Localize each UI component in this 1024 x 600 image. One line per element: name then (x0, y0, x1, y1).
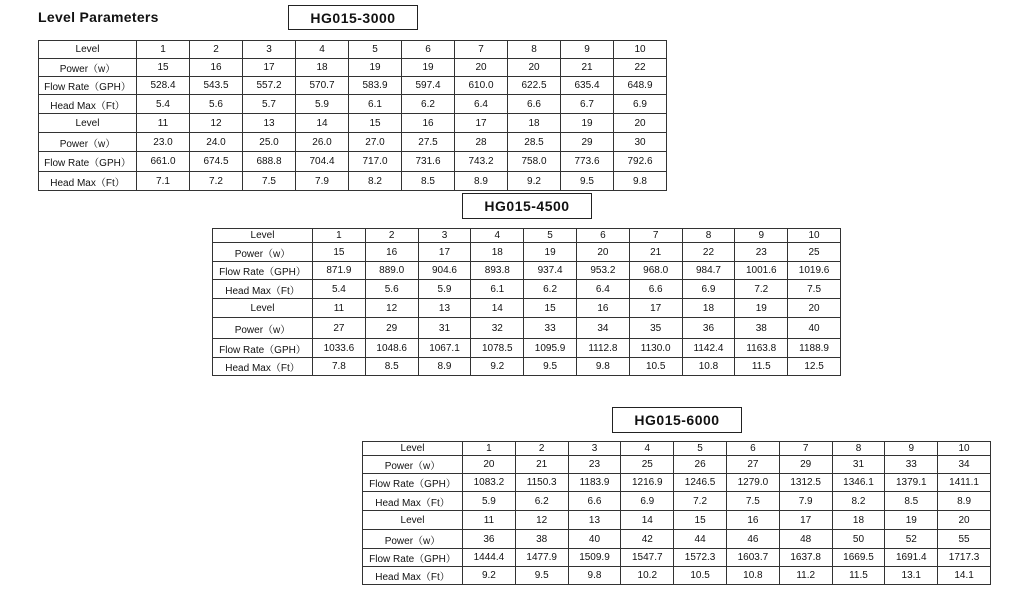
table-cell: 743.2 (455, 152, 508, 172)
table-cell: 6 (576, 229, 629, 243)
table-cell: 9.5 (515, 567, 568, 585)
table-cell: 3 (418, 229, 471, 243)
table-cell: 23.0 (137, 133, 190, 152)
table-cell: 5.6 (365, 280, 418, 299)
table-cell: 731.6 (402, 152, 455, 172)
table-cell: 773.6 (561, 152, 614, 172)
table-row (39, 172, 667, 191)
table-cell: 968.0 (629, 262, 682, 280)
table-cell: 704.4 (296, 152, 349, 172)
table-row (213, 280, 841, 299)
table-cell: 570.7 (296, 77, 349, 95)
table-cell: 904.6 (418, 262, 471, 280)
table-cell: 11 (313, 299, 366, 318)
table-cell: 10.5 (674, 567, 727, 585)
table-cell: 6.4 (455, 95, 508, 114)
table-cell: 1411.1 (938, 474, 991, 492)
table-cell: 1477.9 (515, 549, 568, 567)
table-cell: 5.4 (313, 280, 366, 299)
table-row (213, 299, 841, 318)
row-label: Flow Rate（GPH） (363, 474, 463, 492)
table-cell: 44 (674, 530, 727, 549)
table-cell: 7 (779, 442, 832, 456)
table-cell: 15 (524, 299, 577, 318)
table-cell: 15 (349, 114, 402, 133)
table-cell: 50 (832, 530, 885, 549)
table-cell: 7.9 (779, 492, 832, 511)
table-cell: 26.0 (296, 133, 349, 152)
row-label: Head Max（Ft） (213, 358, 313, 376)
table-cell: 528.4 (137, 77, 190, 95)
row-label: Head Max（Ft） (39, 172, 137, 191)
table-cell: 1312.5 (779, 474, 832, 492)
table-cell: 758.0 (508, 152, 561, 172)
table-cell: 937.4 (524, 262, 577, 280)
table-cell: 36 (682, 318, 735, 339)
table-row (363, 530, 991, 549)
table-cell: 9.2 (508, 172, 561, 191)
table-cell: 1246.5 (674, 474, 727, 492)
table-cell: 10.8 (682, 358, 735, 376)
row-label: Level (363, 511, 463, 530)
table-cell: 5 (524, 229, 577, 243)
table-cell: 2 (515, 442, 568, 456)
table-cell: 17 (418, 243, 471, 262)
table-cell: 10 (938, 442, 991, 456)
table-cell: 674.5 (190, 152, 243, 172)
table-cell: 20 (455, 59, 508, 77)
table-cell: 12 (190, 114, 243, 133)
table-cell: 27 (313, 318, 366, 339)
table-cell: 6.4 (576, 280, 629, 299)
table-cell: 889.0 (365, 262, 418, 280)
table-cell: 6.2 (515, 492, 568, 511)
table-cell: 6.6 (568, 492, 621, 511)
table-cell: 13 (418, 299, 471, 318)
row-label: Power（w） (213, 318, 313, 339)
table-cell: 30 (614, 133, 667, 152)
table-cell: 1163.8 (735, 339, 788, 358)
table-cell: 19 (735, 299, 788, 318)
table-cell: 622.5 (508, 77, 561, 95)
table-cell: 1 (313, 229, 366, 243)
table-cell: 2 (365, 229, 418, 243)
table-cell: 648.9 (614, 77, 667, 95)
table-cell: 19 (561, 114, 614, 133)
table-cell: 21 (515, 456, 568, 474)
table-cell: 1 (137, 41, 190, 59)
table-cell: 18 (832, 511, 885, 530)
table-cell: 55 (938, 530, 991, 549)
table-cell: 1572.3 (674, 549, 727, 567)
table-cell: 38 (735, 318, 788, 339)
table-row (39, 133, 667, 152)
table-cell: 8 (508, 41, 561, 59)
table-cell: 20 (508, 59, 561, 77)
table-cell: 18 (508, 114, 561, 133)
table-row (363, 492, 991, 511)
row-label: Flow Rate（GPH） (39, 152, 137, 172)
table-cell: 34 (576, 318, 629, 339)
table-cell: 1444.4 (463, 549, 516, 567)
table-cell: 4 (296, 41, 349, 59)
table-row (213, 243, 841, 262)
table-cell: 19 (524, 243, 577, 262)
table-cell: 52 (885, 530, 938, 549)
table-cell: 4 (621, 442, 674, 456)
table-cell: 20 (614, 114, 667, 133)
table-cell: 7.9 (296, 172, 349, 191)
table-cell: 6.9 (621, 492, 674, 511)
table-cell: 1 (463, 442, 516, 456)
table-cell: 1001.6 (735, 262, 788, 280)
table-cell: 717.0 (349, 152, 402, 172)
table-cell: 1142.4 (682, 339, 735, 358)
table-cell: 7.2 (190, 172, 243, 191)
table-cell: 42 (621, 530, 674, 549)
table-cell: 9 (735, 229, 788, 243)
table-cell: 9 (561, 41, 614, 59)
table-cell: 6.1 (349, 95, 402, 114)
table-cell: 17 (455, 114, 508, 133)
table-cell: 3 (568, 442, 621, 456)
table-cell: 6.9 (614, 95, 667, 114)
table-cell: 20 (788, 299, 841, 318)
row-label: Power（w） (363, 456, 463, 474)
table-row (363, 567, 991, 585)
row-label: Flow Rate（GPH） (39, 77, 137, 95)
table-cell: 21 (629, 243, 682, 262)
table-row (363, 549, 991, 567)
table-cell: 46 (726, 530, 779, 549)
table-cell: 25 (788, 243, 841, 262)
model-title-hg015-6000: HG015-6000 (612, 407, 742, 433)
table-cell: 16 (726, 511, 779, 530)
table-cell: 610.0 (455, 77, 508, 95)
table-cell: 8.5 (885, 492, 938, 511)
table-cell: 7 (455, 41, 508, 59)
table-cell: 38 (515, 530, 568, 549)
row-label: Head Max（Ft） (39, 95, 137, 114)
table-cell: 5.4 (137, 95, 190, 114)
table-cell: 18 (296, 59, 349, 77)
table-cell: 6.6 (629, 280, 682, 299)
table-cell: 792.6 (614, 152, 667, 172)
table-cell: 15 (313, 243, 366, 262)
table-cell: 11.5 (832, 567, 885, 585)
table-cell: 12 (365, 299, 418, 318)
table-cell: 583.9 (349, 77, 402, 95)
table-cell: 13 (568, 511, 621, 530)
table-cell: 8.2 (832, 492, 885, 511)
table-cell: 8.5 (402, 172, 455, 191)
table-cell: 6.7 (561, 95, 614, 114)
row-label: Head Max（Ft） (363, 492, 463, 511)
table-row (39, 77, 667, 95)
table-row (363, 474, 991, 492)
model-title-hg015-4500: HG015-4500 (462, 193, 592, 219)
table-cell: 18 (682, 299, 735, 318)
row-label: Level (39, 114, 137, 133)
table-cell: 31 (418, 318, 471, 339)
table-cell: 29 (779, 456, 832, 474)
table-cell: 7.8 (313, 358, 366, 376)
table-cell: 1279.0 (726, 474, 779, 492)
table-cell: 20 (938, 511, 991, 530)
table-cell: 33 (524, 318, 577, 339)
table-row (213, 229, 841, 243)
table-row (39, 95, 667, 114)
table-cell: 1183.9 (568, 474, 621, 492)
table-cell: 9.8 (614, 172, 667, 191)
table-cell: 1130.0 (629, 339, 682, 358)
table-cell: 7.5 (788, 280, 841, 299)
table-cell: 6.6 (508, 95, 561, 114)
table-cell: 1095.9 (524, 339, 577, 358)
table-cell: 32 (471, 318, 524, 339)
row-label: Head Max（Ft） (213, 280, 313, 299)
table-cell: 1112.8 (576, 339, 629, 358)
table-cell: 20 (463, 456, 516, 474)
table-row (363, 456, 991, 474)
table-cell: 13.1 (885, 567, 938, 585)
table-cell: 10 (614, 41, 667, 59)
table-cell: 40 (568, 530, 621, 549)
table-row (363, 511, 991, 530)
table-cell: 1637.8 (779, 549, 832, 567)
table-cell: 19 (885, 511, 938, 530)
table-cell: 29 (365, 318, 418, 339)
table-cell: 7.5 (243, 172, 296, 191)
table-cell: 11 (137, 114, 190, 133)
table-cell: 9 (885, 442, 938, 456)
table-cell: 22 (614, 59, 667, 77)
table-cell: 1547.7 (621, 549, 674, 567)
level-table-hg015-3000 (38, 40, 667, 191)
table-cell: 984.7 (682, 262, 735, 280)
table-cell: 6.9 (682, 280, 735, 299)
table-cell: 17 (779, 511, 832, 530)
table-cell: 20 (576, 243, 629, 262)
row-label: Flow Rate（GPH） (213, 262, 313, 280)
level-table-hg015-4500 (212, 228, 841, 376)
table-cell: 6 (402, 41, 455, 59)
table-cell: 25.0 (243, 133, 296, 152)
table-cell: 1717.3 (938, 549, 991, 567)
table-cell: 26 (674, 456, 727, 474)
table-cell: 17 (243, 59, 296, 77)
row-label: Flow Rate（GPH） (213, 339, 313, 358)
table-cell: 27.0 (349, 133, 402, 152)
table-cell: 4 (471, 229, 524, 243)
table-cell: 1048.6 (365, 339, 418, 358)
table-cell: 7 (629, 229, 682, 243)
table-cell: 14 (296, 114, 349, 133)
table-cell: 893.8 (471, 262, 524, 280)
table-cell: 6.2 (402, 95, 455, 114)
table-cell: 29 (561, 133, 614, 152)
table-cell: 5.9 (296, 95, 349, 114)
table-cell: 13 (243, 114, 296, 133)
table-cell: 1603.7 (726, 549, 779, 567)
table-cell: 2 (190, 41, 243, 59)
table-cell: 40 (788, 318, 841, 339)
row-label: Level (39, 41, 137, 59)
table-cell: 22 (682, 243, 735, 262)
table-cell: 543.5 (190, 77, 243, 95)
table-cell: 18 (471, 243, 524, 262)
table-cell: 7.5 (726, 492, 779, 511)
table-cell: 1150.3 (515, 474, 568, 492)
table-cell: 688.8 (243, 152, 296, 172)
table-cell: 9.8 (568, 567, 621, 585)
table-row (213, 339, 841, 358)
table-cell: 36 (463, 530, 516, 549)
table-cell: 31 (832, 456, 885, 474)
table-cell: 635.4 (561, 77, 614, 95)
table-cell: 14.1 (938, 567, 991, 585)
table-cell: 27.5 (402, 133, 455, 152)
table-cell: 15 (137, 59, 190, 77)
table-cell: 1669.5 (832, 549, 885, 567)
table-cell: 7.1 (137, 172, 190, 191)
table-cell: 1379.1 (885, 474, 938, 492)
table-cell: 16 (402, 114, 455, 133)
table-cell: 10.8 (726, 567, 779, 585)
table-cell: 661.0 (137, 152, 190, 172)
table-cell: 14 (621, 511, 674, 530)
table-cell: 1509.9 (568, 549, 621, 567)
table-row (213, 318, 841, 339)
row-label: Head Max（Ft） (363, 567, 463, 585)
table-cell: 5.6 (190, 95, 243, 114)
table-row (363, 442, 991, 456)
table-cell: 597.4 (402, 77, 455, 95)
table-cell: 15 (674, 511, 727, 530)
table-cell: 12 (515, 511, 568, 530)
table-cell: 33 (885, 456, 938, 474)
table-cell: 1019.6 (788, 262, 841, 280)
table-cell: 27 (726, 456, 779, 474)
table-cell: 871.9 (313, 262, 366, 280)
table-cell: 24.0 (190, 133, 243, 152)
table-cell: 6.2 (524, 280, 577, 299)
row-label: Power（w） (363, 530, 463, 549)
table-row (213, 262, 841, 280)
table-cell: 17 (629, 299, 682, 318)
table-cell: 8.9 (418, 358, 471, 376)
table-cell: 11 (463, 511, 516, 530)
table-cell: 5 (349, 41, 402, 59)
table-cell: 28.5 (508, 133, 561, 152)
table-cell: 7.2 (735, 280, 788, 299)
table-row (39, 41, 667, 59)
table-cell: 48 (779, 530, 832, 549)
level-table-hg015-6000 (362, 441, 991, 585)
table-cell: 19 (402, 59, 455, 77)
table-row (213, 358, 841, 376)
table-cell: 35 (629, 318, 682, 339)
table-cell: 8.2 (349, 172, 402, 191)
table-cell: 5.9 (418, 280, 471, 299)
table-cell: 23 (735, 243, 788, 262)
table-cell: 1078.5 (471, 339, 524, 358)
table-cell: 7.2 (674, 492, 727, 511)
table-cell: 6.1 (471, 280, 524, 299)
row-label: Level (213, 299, 313, 318)
table-cell: 34 (938, 456, 991, 474)
table-row (39, 59, 667, 77)
model-title-hg015-3000: HG015-3000 (288, 5, 418, 30)
row-label: Level (213, 229, 313, 243)
table-cell: 1216.9 (621, 474, 674, 492)
table-cell: 1691.4 (885, 549, 938, 567)
table-cell: 9.2 (471, 358, 524, 376)
table-cell: 16 (190, 59, 243, 77)
table-cell: 1033.6 (313, 339, 366, 358)
table-cell: 9.2 (463, 567, 516, 585)
table-cell: 8.9 (938, 492, 991, 511)
row-label: Power（w） (39, 59, 137, 77)
table-cell: 8 (682, 229, 735, 243)
table-cell: 5.9 (463, 492, 516, 511)
row-label: Flow Rate（GPH） (363, 549, 463, 567)
table-cell: 6 (726, 442, 779, 456)
table-cell: 9.5 (524, 358, 577, 376)
table-cell: 10.2 (621, 567, 674, 585)
table-cell: 1346.1 (832, 474, 885, 492)
table-row (39, 152, 667, 172)
table-cell: 10 (788, 229, 841, 243)
table-cell: 16 (576, 299, 629, 318)
table-cell: 12.5 (788, 358, 841, 376)
table-cell: 10.5 (629, 358, 682, 376)
table-cell: 1188.9 (788, 339, 841, 358)
table-cell: 3 (243, 41, 296, 59)
table-row (39, 114, 667, 133)
row-label: Power（w） (213, 243, 313, 262)
table-cell: 557.2 (243, 77, 296, 95)
table-cell: 8.9 (455, 172, 508, 191)
table-cell: 19 (349, 59, 402, 77)
table-cell: 14 (471, 299, 524, 318)
row-label: Level (363, 442, 463, 456)
table-cell: 1083.2 (463, 474, 516, 492)
row-label: Power（w） (39, 133, 137, 152)
table-cell: 1067.1 (418, 339, 471, 358)
table-cell: 5.7 (243, 95, 296, 114)
table-cell: 16 (365, 243, 418, 262)
table-cell: 9.5 (561, 172, 614, 191)
table-cell: 25 (621, 456, 674, 474)
table-cell: 5 (674, 442, 727, 456)
table-cell: 953.2 (576, 262, 629, 280)
table-cell: 11.5 (735, 358, 788, 376)
page-title: Level Parameters (38, 9, 159, 25)
table-cell: 28 (455, 133, 508, 152)
table-cell: 21 (561, 59, 614, 77)
table-cell: 23 (568, 456, 621, 474)
table-cell: 9.8 (576, 358, 629, 376)
table-cell: 8 (832, 442, 885, 456)
table-cell: 8.5 (365, 358, 418, 376)
table-cell: 11.2 (779, 567, 832, 585)
